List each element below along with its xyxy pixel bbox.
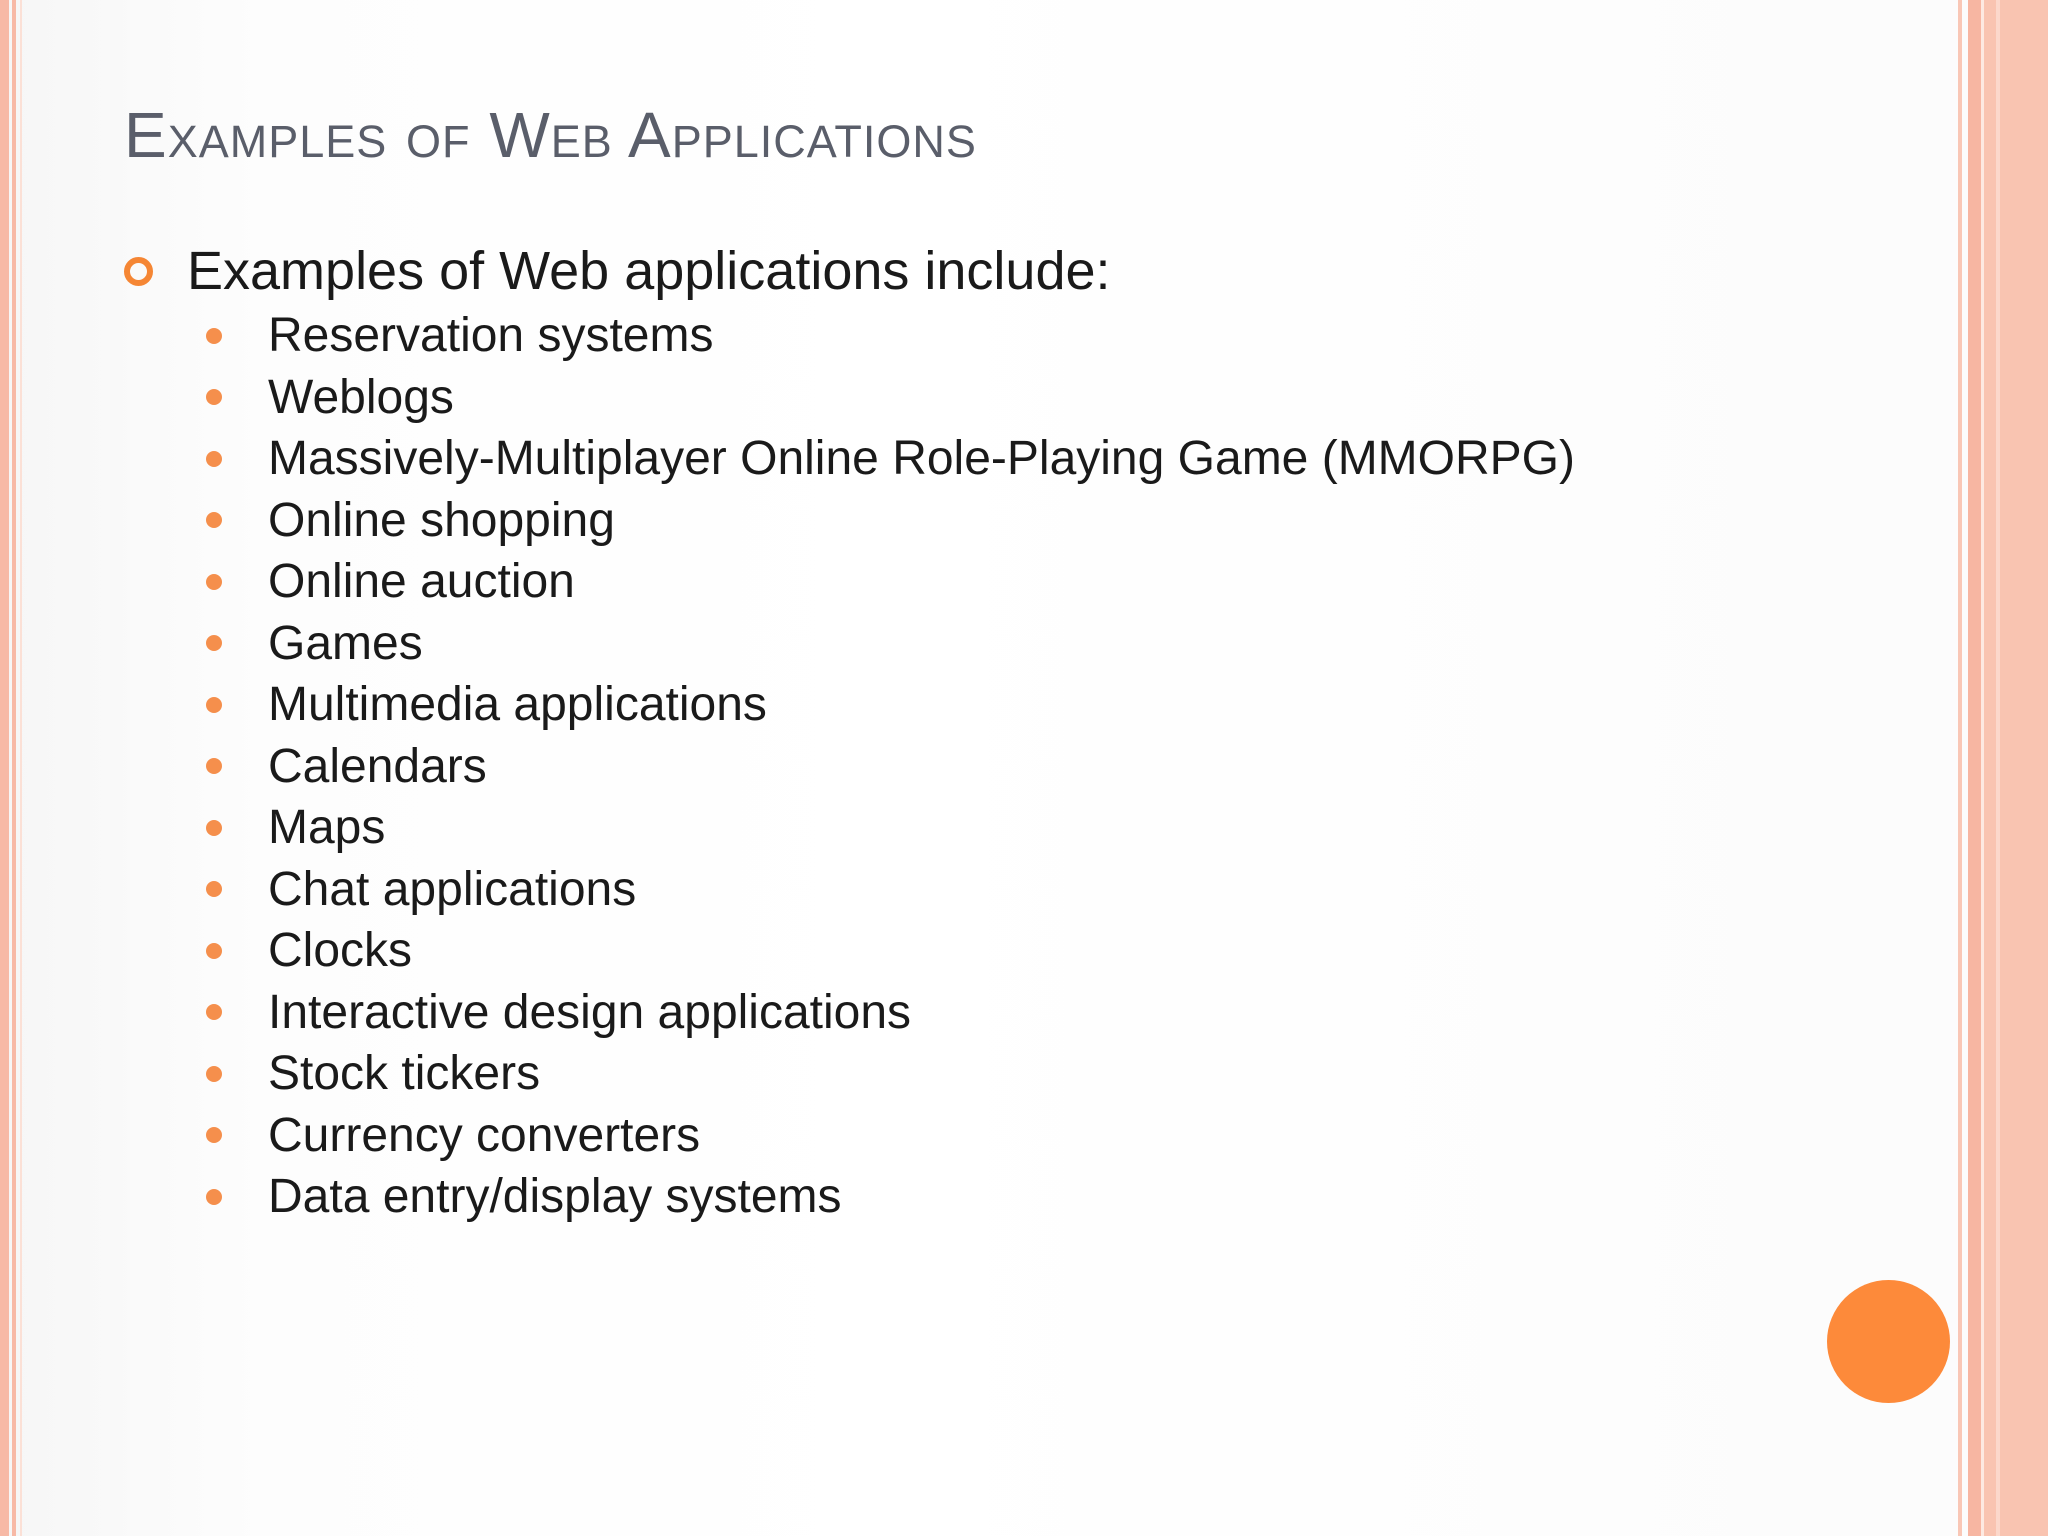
bullet-dot-icon xyxy=(206,1004,222,1020)
bullet-dot-icon xyxy=(206,1066,222,1082)
list-item xyxy=(206,428,1575,490)
list-item xyxy=(206,490,1575,552)
list-item-text: Weblogs xyxy=(268,370,454,424)
right-border-stripe xyxy=(1996,0,2000,1536)
examples-list xyxy=(206,305,1575,1228)
list-item-text: Interactive design applications xyxy=(268,985,912,1039)
ring-bullet-icon xyxy=(124,257,153,286)
list-item-text: Data entry/display systems xyxy=(268,1170,842,1224)
list-item-text: Stock tickers xyxy=(268,1047,541,1101)
list-item-text: Massively-Multiplayer Online Role-Playing Game (MMORPG) xyxy=(268,432,1575,486)
list-item xyxy=(206,613,1575,675)
bullet-dot-icon xyxy=(206,512,222,528)
list-item-text: Chat applications xyxy=(268,862,637,916)
right-border-stripe xyxy=(1984,0,2048,1536)
lead-text: Examples of Web applications include: xyxy=(187,241,1111,301)
bullet-dot-icon xyxy=(206,758,222,774)
list-item-text: Online shopping xyxy=(268,493,615,547)
slide-title: Examples of Web Applications xyxy=(124,99,977,171)
list-item xyxy=(206,982,1575,1044)
list-item xyxy=(206,674,1575,736)
list-item-text: Clocks xyxy=(268,924,413,978)
list-item xyxy=(206,797,1575,859)
bullet-dot-icon xyxy=(206,389,222,405)
lead-bullet xyxy=(124,240,1111,302)
left-border-stripe xyxy=(20,0,22,1536)
bullet-dot-icon xyxy=(206,328,222,344)
list-item-text: Multimedia applications xyxy=(268,678,767,732)
list-item xyxy=(206,367,1575,429)
bullet-dot-icon xyxy=(206,1127,222,1143)
bullet-dot-icon xyxy=(206,697,222,713)
list-item xyxy=(206,736,1575,798)
list-item-text: Online auction xyxy=(268,555,575,609)
list-item xyxy=(206,859,1575,921)
decorative-circle xyxy=(1827,1280,1950,1403)
list-item-text: Games xyxy=(268,616,423,670)
list-item xyxy=(206,920,1575,982)
bullet-dot-icon xyxy=(206,1189,222,1205)
list-item-text: Calendars xyxy=(268,739,487,793)
right-border-stripe xyxy=(1968,0,1981,1536)
list-item xyxy=(206,551,1575,613)
list-item xyxy=(206,1105,1575,1167)
bullet-dot-icon xyxy=(206,881,222,897)
right-border-stripe xyxy=(1958,0,1962,1536)
list-item-text: Currency converters xyxy=(268,1108,701,1162)
left-border-stripe xyxy=(12,0,16,1536)
bullet-dot-icon xyxy=(206,574,222,590)
left-border-stripe xyxy=(0,0,9,1536)
list-item-text: Maps xyxy=(268,801,386,855)
list-item xyxy=(206,1166,1575,1228)
bullet-dot-icon xyxy=(206,943,222,959)
bullet-dot-icon xyxy=(206,635,222,651)
list-item-text: Reservation systems xyxy=(268,309,714,363)
bullet-dot-icon xyxy=(206,451,222,467)
bullet-dot-icon xyxy=(206,820,222,836)
list-item xyxy=(206,305,1575,367)
list-item xyxy=(206,1043,1575,1105)
